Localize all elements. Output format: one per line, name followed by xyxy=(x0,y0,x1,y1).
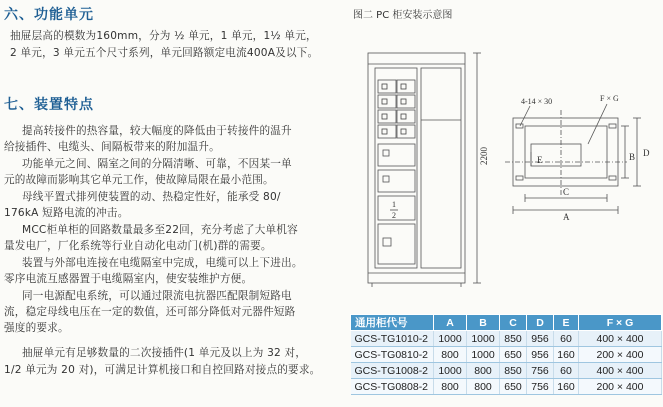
spec-table xyxy=(350,314,662,395)
table-row xyxy=(351,347,662,363)
dim-label-e: E xyxy=(537,155,543,165)
section-7-line: 1/2 单元为 20 对)，可满足计算机接口和自控回路对接点的要求。 xyxy=(4,364,321,376)
half-unit-numerator: 1 xyxy=(392,200,396,209)
cell-fg: 200 × 400 xyxy=(579,379,662,395)
cell-e: 160 xyxy=(554,347,579,363)
cell-model: GCS-TG0810-2 xyxy=(351,347,434,363)
section-7-title: 七、装置特点 xyxy=(4,97,94,113)
cell-a: 800 xyxy=(434,379,467,395)
cell-c: 650 xyxy=(500,379,527,395)
drawer-half xyxy=(378,196,415,220)
pc-cabinet-diagram xyxy=(345,0,663,310)
table-row xyxy=(351,363,662,379)
cell-e: 60 xyxy=(554,363,579,379)
header-b: B xyxy=(467,315,500,331)
dim-label-b: B xyxy=(629,152,636,162)
cell-a: 800 xyxy=(434,347,467,363)
section-6-line-1: 抽屉层高的模数为160mm，分为 ½ 单元，1 单元，1½ 单元， xyxy=(10,30,317,42)
section-7-line: 同一电源配电系统，可以通过限流电抗器匹配限制短路电 xyxy=(22,290,292,302)
base-frame-plan xyxy=(505,104,641,214)
header-d: D xyxy=(527,315,554,331)
figure-caption: 图二 PC 柜安装示意图 xyxy=(353,10,453,21)
right-door xyxy=(421,68,461,268)
section-6-line-2: 2 单元，3 单元五个尺寸系列，单元回路额定电流400A及以下。 xyxy=(10,47,319,59)
section-7-line: 提高转接件的热容量，较大幅度的降低由于转接件的温升 xyxy=(22,125,292,137)
section-6-title: 六、功能单元 xyxy=(4,7,94,23)
cell-fg: 400 × 400 xyxy=(579,363,662,379)
cell-b: 1000 xyxy=(467,347,500,363)
dim-label-c: C xyxy=(563,187,570,197)
section-7-line: 零序电流互感器置于电缆隔室内，使安装维护方便。 xyxy=(4,273,253,285)
cell-c: 850 xyxy=(500,331,527,347)
cell-model: GCS-TG1010-2 xyxy=(351,331,434,347)
cell-model: GCS-TG0808-2 xyxy=(351,379,434,395)
section-7-line: 量发电厂，厂化系统等行业自动化电动门(机)群的需要。 xyxy=(4,240,272,252)
drawer-bottom xyxy=(378,224,415,264)
cell-a: 1000 xyxy=(434,331,467,347)
section-7-line: 给接插件、电缆头、间隔板带来的附加温升。 xyxy=(4,141,220,153)
cell-d: 756 xyxy=(527,363,554,379)
drawer-large xyxy=(378,170,415,192)
hole-label: 4-14 × 30 xyxy=(521,97,553,106)
cell-e: 60 xyxy=(554,331,579,347)
drawer-large xyxy=(378,144,415,166)
cell-b: 800 xyxy=(467,379,500,395)
section-7-line: 176kA 短路电流的冲击。 xyxy=(4,207,129,219)
cell-d: 956 xyxy=(527,347,554,363)
section-7-line: 母线平置式排列使装置的动、热稳定性好，能承受 80/ xyxy=(22,191,281,203)
cell-fg: 200 × 400 xyxy=(579,347,662,363)
section-7-line: 抽屉单元有足够数量的二次接插件(1 单元及以上为 32 对， xyxy=(22,347,307,359)
cell-c: 850 xyxy=(500,363,527,379)
cell-model: GCS-TG1008-2 xyxy=(351,363,434,379)
cell-fg: 400 × 400 xyxy=(579,331,662,347)
cell-b: 800 xyxy=(467,363,500,379)
header-e: E xyxy=(554,315,579,331)
section-7-line: 强度的要求。 xyxy=(4,322,69,334)
section-7-line: 功能单元之间、隔室之间的分隔清晰、可靠，不因某一单 xyxy=(22,158,292,170)
section-7-line: 元的故障而影响其它单元工作，使故障局限在最小范围。 xyxy=(4,174,274,186)
table-row xyxy=(351,331,662,347)
header-a: A xyxy=(434,315,467,331)
drawer-handles xyxy=(382,84,406,134)
cabinet-outline xyxy=(368,53,465,283)
section-7-line: MCC柜单柜的回路数量最多至22回，充分考虑了大单机容 xyxy=(22,224,298,236)
dim-label-d: D xyxy=(643,148,650,158)
section-7-line: 装置与外部电连接在电缆隔室中完成，电缆可以上下进出。 xyxy=(22,257,303,269)
dim-label-a: A xyxy=(563,212,570,222)
header-c: C xyxy=(500,315,527,331)
figure-column xyxy=(345,0,663,407)
cell-a: 1000 xyxy=(434,363,467,379)
fg-label: F × G xyxy=(600,94,619,103)
half-unit-denominator: 2 xyxy=(392,211,396,220)
section-7-line: 流，稳定母线电压在一定的数值，还可部分降低对元器件短路 xyxy=(4,306,296,318)
cell-e: 160 xyxy=(554,379,579,395)
table-row xyxy=(351,379,662,395)
height-label: 2200 xyxy=(479,147,489,165)
cell-d: 956 xyxy=(527,331,554,347)
table-header-row xyxy=(351,315,662,331)
cell-c: 650 xyxy=(500,347,527,363)
cell-b: 1000 xyxy=(467,331,500,347)
header-model: 通用柜代号 xyxy=(351,315,434,331)
cell-d: 756 xyxy=(527,379,554,395)
header-fg: F × G xyxy=(579,315,662,331)
